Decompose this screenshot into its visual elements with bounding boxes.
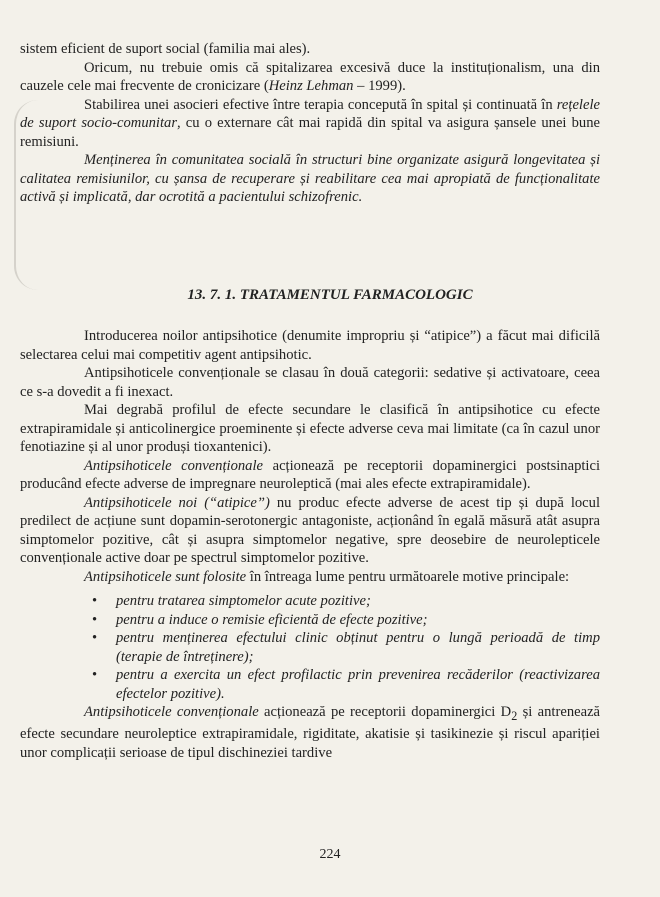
paragraph: Antipsihoticele convenționale acționează pe receptorii dopaminergici $D_2$ și antrenează efecte secundare neuroleptice extrapiramidale, rigiditate, akatisie și tasikinezie și riscul apariției unor complicații serioase de tipul dischineziei tardive — [20, 704, 601, 761]
bullet-icon: • — [92, 667, 98, 683]
list-item: • pentru a induce o remisie eficientă de efecte pozitive; — [92, 611, 428, 628]
paragraph: Stabilirea unei asocieri efective între terapia concepută în spital și continuată în rețelele de suport socio-comunitar, cu o externare cât mai rapidă din spital va asigura șansele unei bune remisiuni. — [20, 96, 600, 150]
list-item: • pentru menținerea efectului clinic obținut pentru o lungă perioadă de timp (terapie de întreținere); — [92, 630, 600, 665]
citation: Heinz Lehman — [268, 78, 354, 94]
paragraph: sistem eficient de suport social (familia mai ales). — [20, 41, 311, 57]
paragraph: Antipsihoticele convenționale se clasau în două categorii: sedative și activatoare, ceea ce s-a dovedit a fi inexact. — [20, 365, 600, 400]
bullet-icon: • — [92, 611, 98, 628]
bullet-icon: • — [92, 593, 98, 609]
paragraph: Mai degrabă profilul de efecte secundare le clasifică în antipsihotice cu efecte extrapiramidale și anticolinergice proeminente și efecte adverse ceva mai limitate (ca în cazul unor fenotiazine și al unor produși tioxantenici). — [20, 402, 600, 455]
main-section — [20, 327, 600, 762]
paragraph: Antipsihoticele sunt folosite în întreaga lume pentru următoarele motive principale: — [84, 568, 570, 585]
list-item: • pentru tratarea simptomelor acute pozitive; — [92, 593, 371, 609]
paragraph-italic: Menținerea în comunitatea socială în structuri bine organizate asigură longevitatea și calitatea remisiunilor, cu șansa de recuperare și reabilitare cea mai apropiată de funcționalitate activă și implicată, dar ocrotită a pacientului schizofrenic. — [20, 152, 600, 205]
top-section — [20, 40, 600, 207]
emphasis: rețelele de suport socio-comunitar — [20, 96, 600, 131]
bullet-icon: • — [92, 630, 98, 646]
paragraph: Antipsihoticele noi (“atipice”) nu produc efecte adverse de acest tip și după locul predilect de acțiune sunt dopamin-serotonergic antagoniste, acționând în egală măsură atât asupra simptomelor pozitive, cât și asupra simptomelor negative, spre deosebire de neurolepticele convenționale active doar pe spectrul simptomelor pozitive. — [20, 494, 600, 566]
page-number: 224 — [319, 847, 341, 862]
section-heading: 13. 7. 1. TRATAMENTUL FARMACOLOGIC — [187, 287, 473, 303]
list-item: • pentru a exercita un efect profilactic prin prevenirea recăderilor (reactivizarea efectelor pozitive). — [92, 667, 600, 702]
paragraph: Antipsihoticele convenționale acționează pe receptorii dopaminergici postsinaptici producând efecte adverse de impregnare neuroleptică (mai ales efecte extrapiramidale). — [20, 457, 601, 492]
paragraph: Introducerea noilor antipsihotice (denumite impropriu și “atipice”) a făcut mai dificilă selectarea celui mai competitiv agent antipsihotic. — [20, 328, 600, 363]
bullet-list — [20, 592, 600, 703]
paragraph: Oricum, nu trebuie omis că spitalizarea excesivă duce la instituționalism, una din cauzele cele mai frecvente de cronicizare (Heinz Lehman – 1999). — [20, 59, 600, 94]
